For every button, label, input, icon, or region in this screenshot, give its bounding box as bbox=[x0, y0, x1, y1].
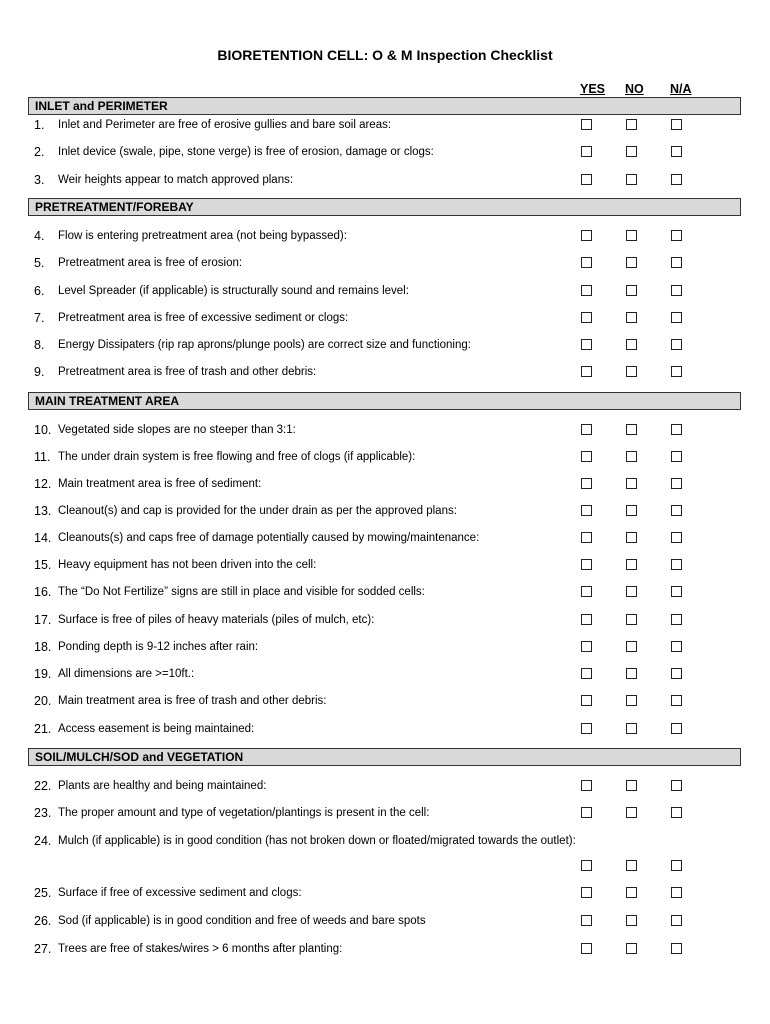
item-number: 14. bbox=[34, 531, 52, 545]
item-text: The under drain system is free flowing and free of clogs (if applicable): bbox=[58, 451, 416, 463]
item-number: 4. bbox=[34, 229, 45, 243]
item-number: 3. bbox=[34, 173, 45, 187]
checklist-row bbox=[0, 556, 770, 574]
item-text: Weir heights appear to match approved plans: bbox=[58, 174, 294, 186]
na-checkbox[interactable] bbox=[671, 559, 682, 570]
no-checkbox[interactable] bbox=[626, 668, 637, 679]
no-checkbox[interactable] bbox=[626, 366, 637, 377]
checklist-row bbox=[0, 832, 770, 850]
item-number: 24. bbox=[34, 834, 52, 848]
na-checkbox[interactable] bbox=[671, 174, 682, 185]
yes-checkbox[interactable] bbox=[581, 559, 592, 570]
na-checkbox[interactable] bbox=[671, 943, 682, 954]
item-number: 10. bbox=[34, 423, 52, 437]
checklist-row bbox=[0, 804, 770, 822]
item-text: Flow is entering pretreatment area (not being bypassed): bbox=[58, 230, 347, 242]
yes-checkbox[interactable] bbox=[581, 312, 592, 323]
yes-checkbox[interactable] bbox=[581, 614, 592, 625]
na-checkbox[interactable] bbox=[671, 119, 682, 130]
no-checkbox[interactable] bbox=[626, 478, 637, 489]
yes-checkbox[interactable] bbox=[581, 174, 592, 185]
item-text: Level Spreader (if applicable) is structurally sound and remains level: bbox=[58, 285, 409, 297]
no-checkbox[interactable] bbox=[626, 257, 637, 268]
na-checkbox[interactable] bbox=[671, 505, 682, 516]
checklist-row bbox=[0, 227, 770, 245]
item-number: 13. bbox=[34, 504, 52, 518]
na-checkbox[interactable] bbox=[671, 451, 682, 462]
item-text: Trees are free of stakes/wires > 6 months after planting: bbox=[58, 943, 343, 955]
checklist-row bbox=[0, 912, 770, 930]
item-number: 11. bbox=[34, 450, 51, 464]
no-checkbox[interactable] bbox=[626, 807, 637, 818]
item-text: All dimensions are >=10ft.: bbox=[58, 668, 195, 680]
column-header-no: NO bbox=[625, 82, 644, 96]
checklist-row bbox=[0, 529, 770, 547]
na-checkbox[interactable] bbox=[671, 915, 682, 926]
item-number: 18. bbox=[34, 640, 52, 654]
no-checkbox[interactable] bbox=[626, 559, 637, 570]
yes-checkbox[interactable] bbox=[581, 339, 592, 350]
no-checkbox[interactable] bbox=[626, 887, 637, 898]
column-header-na: N/A bbox=[670, 82, 692, 96]
no-checkbox[interactable] bbox=[626, 174, 637, 185]
checklist-row bbox=[0, 583, 770, 601]
item-text: Mulch (if applicable) is in good condition (has not broken down or floated/migrated towards the outlet): bbox=[58, 835, 576, 847]
na-checkbox[interactable] bbox=[671, 695, 682, 706]
checklist-row bbox=[0, 254, 770, 272]
section-header-pretreatment: PRETREATMENT/FOREBAY bbox=[28, 198, 741, 216]
na-checkbox[interactable] bbox=[671, 614, 682, 625]
checklist-row bbox=[0, 611, 770, 629]
yes-checkbox[interactable] bbox=[581, 668, 592, 679]
yes-checkbox[interactable] bbox=[581, 943, 592, 954]
item-number: 17. bbox=[34, 613, 52, 627]
item-number: 7. bbox=[34, 311, 45, 325]
item-text: The proper amount and type of vegetation/plantings is present in the cell: bbox=[58, 807, 430, 819]
no-checkbox[interactable] bbox=[626, 285, 637, 296]
item-text: Energy Dissipaters (rip rap aprons/plunge pools) are correct size and functioning: bbox=[58, 339, 471, 351]
item-text: Inlet device (swale, pipe, stone verge) is free of erosion, damage or clogs: bbox=[58, 146, 434, 158]
checklist-row bbox=[0, 336, 770, 354]
no-checkbox[interactable] bbox=[626, 339, 637, 350]
checklist-row bbox=[0, 282, 770, 300]
item-number: 19. bbox=[34, 667, 52, 681]
no-checkbox[interactable] bbox=[626, 943, 637, 954]
column-header-yes: YES bbox=[580, 82, 606, 96]
na-checkbox[interactable] bbox=[671, 723, 682, 734]
no-checkbox[interactable] bbox=[626, 614, 637, 625]
page-title: BIORETENTION CELL: O & M Inspection Checklist bbox=[217, 47, 553, 63]
no-checkbox[interactable] bbox=[626, 424, 637, 435]
checklist-row bbox=[0, 421, 770, 439]
section-header-soil-vegetation: SOIL/MULCH/SOD and VEGETATION bbox=[28, 748, 741, 766]
yes-checkbox[interactable] bbox=[581, 695, 592, 706]
item-text: Cleanout(s) and cap is provided for the under drain as per the approved plans: bbox=[58, 505, 457, 517]
section-header-inlet-perimeter: INLET and PERIMETER bbox=[28, 97, 741, 115]
yes-checkbox[interactable] bbox=[581, 505, 592, 516]
na-checkbox[interactable] bbox=[671, 860, 682, 871]
no-checkbox[interactable] bbox=[626, 230, 637, 241]
checklist-row bbox=[0, 502, 770, 520]
na-checkbox[interactable] bbox=[671, 312, 682, 323]
item-number: 15. bbox=[34, 558, 52, 572]
yes-checkbox[interactable] bbox=[581, 586, 592, 597]
item-number: 27. bbox=[34, 942, 52, 956]
checklist-row bbox=[0, 363, 770, 381]
no-checkbox[interactable] bbox=[626, 505, 637, 516]
checklist-row bbox=[0, 143, 770, 161]
na-checkbox[interactable] bbox=[671, 257, 682, 268]
item-number: 26. bbox=[34, 914, 52, 928]
item-number: 6. bbox=[34, 284, 45, 298]
na-checkbox[interactable] bbox=[671, 532, 682, 543]
checklist-row bbox=[0, 448, 770, 466]
checklist-row bbox=[0, 171, 770, 189]
item-number: 8. bbox=[34, 338, 45, 352]
checklist-row bbox=[0, 720, 770, 738]
yes-checkbox[interactable] bbox=[581, 451, 592, 462]
item-text: Inlet and Perimeter are free of erosive gullies and bare soil areas: bbox=[58, 119, 392, 131]
checklist-row bbox=[0, 475, 770, 493]
yes-checkbox[interactable] bbox=[581, 366, 592, 377]
yes-checkbox[interactable] bbox=[581, 641, 592, 652]
yes-checkbox[interactable] bbox=[581, 723, 592, 734]
item-number: 2. bbox=[34, 145, 45, 159]
no-checkbox[interactable] bbox=[626, 119, 637, 130]
na-checkbox[interactable] bbox=[671, 146, 682, 157]
yes-checkbox[interactable] bbox=[581, 478, 592, 489]
item-text: Plants are healthy and being maintained: bbox=[58, 780, 267, 792]
item-number: 16. bbox=[34, 585, 52, 599]
checklist-row bbox=[0, 116, 770, 134]
yes-checkbox[interactable] bbox=[581, 915, 592, 926]
no-checkbox[interactable] bbox=[626, 860, 637, 871]
na-checkbox[interactable] bbox=[671, 586, 682, 597]
no-checkbox[interactable] bbox=[626, 695, 637, 706]
yes-checkbox[interactable] bbox=[581, 887, 592, 898]
na-checkbox[interactable] bbox=[671, 887, 682, 898]
yes-checkbox[interactable] bbox=[581, 146, 592, 157]
item-number: 20. bbox=[34, 694, 52, 708]
item-text: Surface if free of excessive sediment and clogs: bbox=[58, 887, 302, 899]
no-checkbox[interactable] bbox=[626, 586, 637, 597]
checklist-row bbox=[0, 309, 770, 327]
item-number: 1. bbox=[34, 118, 45, 132]
checklist-row bbox=[0, 638, 770, 656]
item-number: 23. bbox=[34, 806, 52, 820]
yes-checkbox[interactable] bbox=[581, 807, 592, 818]
item-number: 9. bbox=[34, 365, 45, 379]
checklist-row bbox=[0, 777, 770, 795]
yes-checkbox[interactable] bbox=[581, 860, 592, 871]
na-checkbox[interactable] bbox=[671, 366, 682, 377]
item-number: 22. bbox=[34, 779, 52, 793]
checklist-row-continued bbox=[0, 857, 770, 875]
checklist-row bbox=[0, 665, 770, 683]
checklist-row bbox=[0, 692, 770, 710]
item-number: 5. bbox=[34, 256, 45, 270]
na-checkbox[interactable] bbox=[671, 424, 682, 435]
item-text: Pretreatment area is free of excessive sediment or clogs: bbox=[58, 312, 349, 324]
no-checkbox[interactable] bbox=[626, 532, 637, 543]
na-checkbox[interactable] bbox=[671, 668, 682, 679]
yes-checkbox[interactable] bbox=[581, 119, 592, 130]
item-text: Pretreatment area is free of trash and other debris: bbox=[58, 366, 317, 378]
yes-checkbox[interactable] bbox=[581, 780, 592, 791]
checklist-row bbox=[0, 884, 770, 902]
item-text: Sod (if applicable) is in good condition and free of weeds and bare spots bbox=[58, 915, 426, 927]
yes-checkbox[interactable] bbox=[581, 285, 592, 296]
item-text: Main treatment area is free of sediment: bbox=[58, 478, 262, 490]
yes-checkbox[interactable] bbox=[581, 532, 592, 543]
yes-checkbox[interactable] bbox=[581, 424, 592, 435]
item-number: 21. bbox=[34, 722, 52, 736]
na-checkbox[interactable] bbox=[671, 641, 682, 652]
na-checkbox[interactable] bbox=[671, 807, 682, 818]
no-checkbox[interactable] bbox=[626, 780, 637, 791]
na-checkbox[interactable] bbox=[671, 478, 682, 489]
item-text: Vegetated side slopes are no steeper than 3:1: bbox=[58, 424, 296, 436]
checklist-row bbox=[0, 940, 770, 958]
no-checkbox[interactable] bbox=[626, 146, 637, 157]
yes-checkbox[interactable] bbox=[581, 230, 592, 241]
item-text: Ponding depth is 9-12 inches after rain: bbox=[58, 641, 259, 653]
item-text: Heavy equipment has not been driven into the cell: bbox=[58, 559, 317, 571]
no-checkbox[interactable] bbox=[626, 723, 637, 734]
item-text: Main treatment area is free of trash and other debris: bbox=[58, 695, 327, 707]
item-text: Pretreatment area is free of erosion: bbox=[58, 257, 243, 269]
item-text: Cleanouts(s) and caps free of damage potentially caused by mowing/maintenance: bbox=[58, 532, 480, 544]
na-checkbox[interactable] bbox=[671, 285, 682, 296]
yes-checkbox[interactable] bbox=[581, 257, 592, 268]
na-checkbox[interactable] bbox=[671, 339, 682, 350]
section-header-main-treatment: MAIN TREATMENT AREA bbox=[28, 392, 741, 410]
item-number: 12. bbox=[34, 477, 52, 491]
item-text: Surface is free of piles of heavy materials (piles of mulch, etc): bbox=[58, 614, 375, 626]
na-checkbox[interactable] bbox=[671, 230, 682, 241]
item-number: 25. bbox=[34, 886, 52, 900]
no-checkbox[interactable] bbox=[626, 312, 637, 323]
item-text: The “Do Not Fertilize” signs are still in place and visible for sodded cells: bbox=[58, 586, 425, 598]
no-checkbox[interactable] bbox=[626, 641, 637, 652]
no-checkbox[interactable] bbox=[626, 451, 637, 462]
na-checkbox[interactable] bbox=[671, 780, 682, 791]
no-checkbox[interactable] bbox=[626, 915, 637, 926]
item-text: Access easement is being maintained: bbox=[58, 723, 255, 735]
